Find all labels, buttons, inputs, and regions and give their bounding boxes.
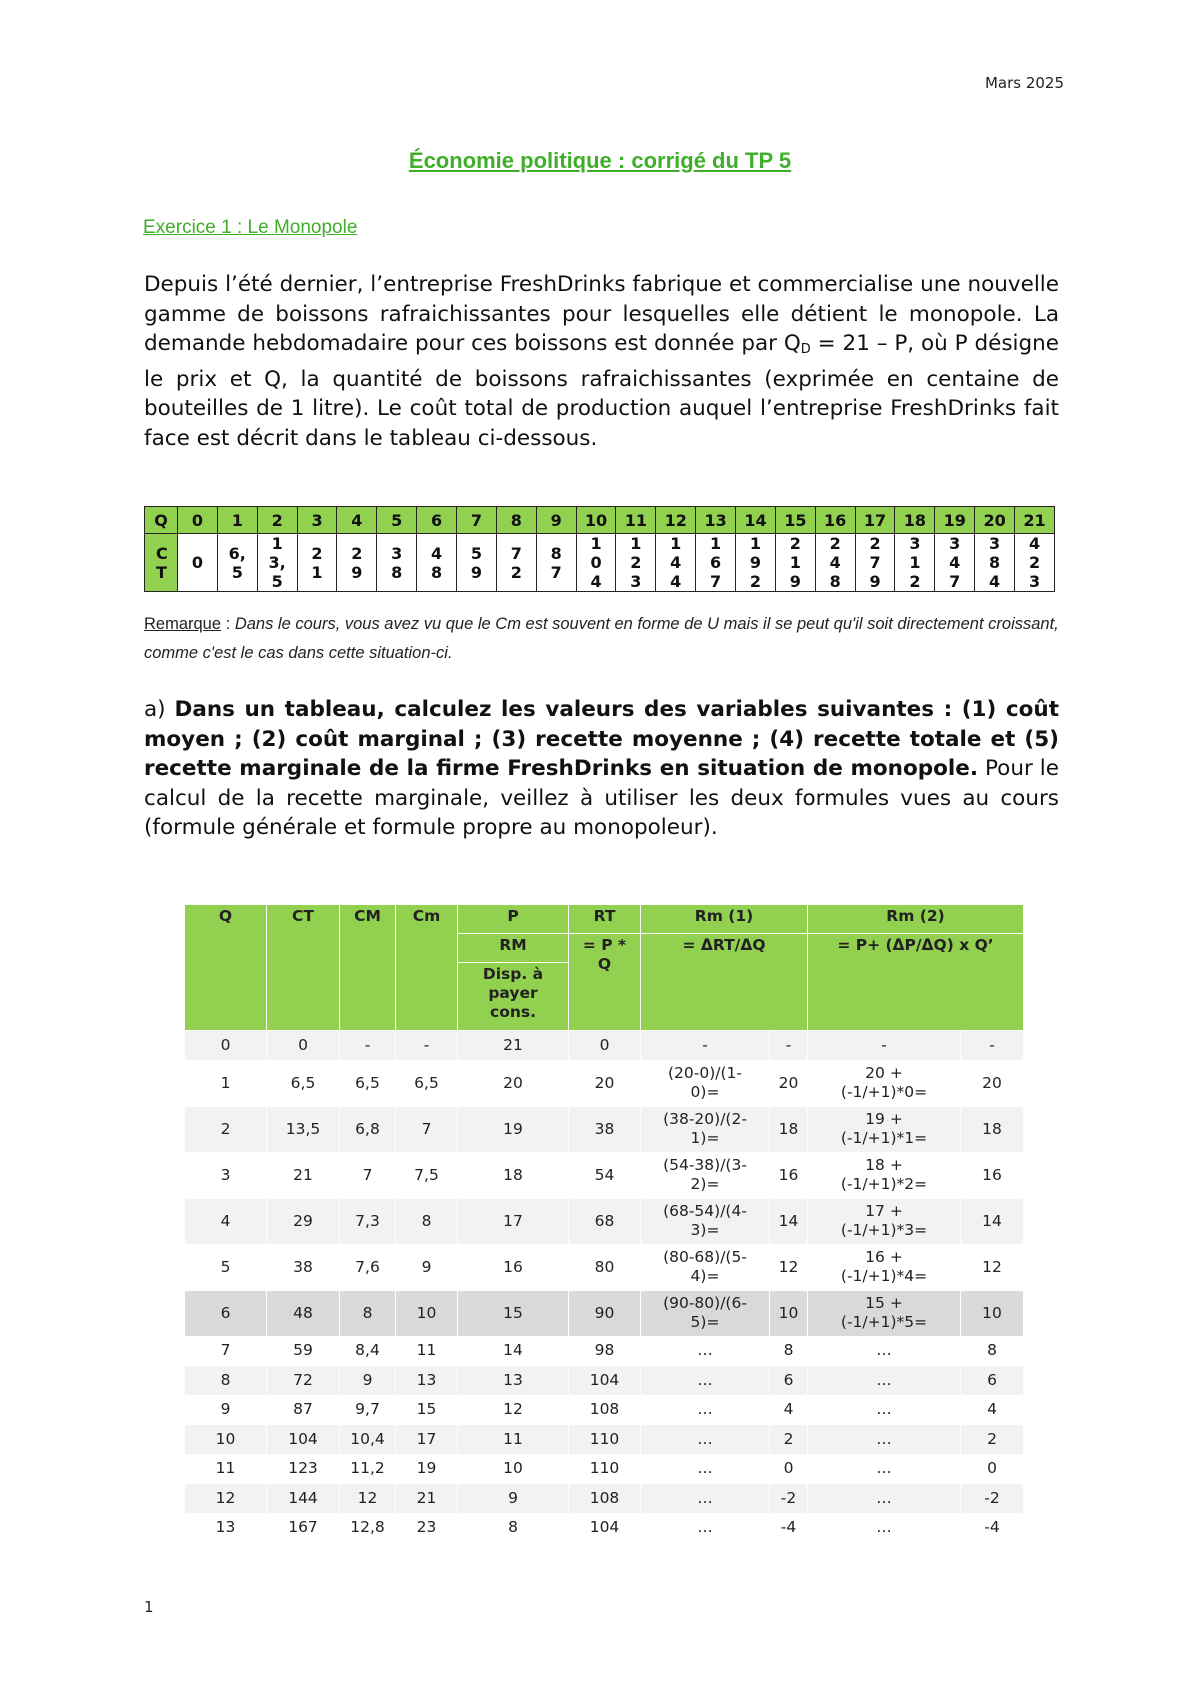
cell-rm1-calc: … [641, 1484, 770, 1514]
table-row [185, 1484, 1024, 1514]
cell-cm-average: 8 [340, 1290, 396, 1336]
cell-ct: 6,5 [267, 1060, 340, 1106]
cost-table-ct-cell: 248 [815, 534, 855, 592]
cost-table-q-cell: 20 [975, 507, 1015, 534]
cell-rm1-calc: … [641, 1425, 770, 1455]
table-row [185, 1366, 1024, 1396]
cell-ct: 144 [267, 1484, 340, 1514]
header-rm1-formula: = ΔRT/ΔQ [641, 934, 808, 1031]
cost-table-ct-cell: 29 [337, 534, 377, 592]
cell-p: 14 [458, 1336, 569, 1366]
cell-ct: 123 [267, 1454, 340, 1484]
cell-rm2: 0 [961, 1454, 1024, 1484]
cost-table-q-cell: 4 [337, 507, 377, 534]
cost-table-ct-cell: 144 [656, 534, 696, 592]
cell-ct: 167 [267, 1513, 340, 1543]
cell-rm1: -4 [770, 1513, 808, 1543]
cell-p: 15 [458, 1290, 569, 1336]
cell-rt: 90 [569, 1290, 641, 1336]
cell-q: 12 [185, 1484, 267, 1514]
cell-rm1: 6 [770, 1366, 808, 1396]
cell-cm-average: 7 [340, 1152, 396, 1198]
cell-rm1: 4 [770, 1395, 808, 1425]
cost-table-ct-row [145, 534, 1055, 592]
cell-rm2-calc: 16 + (-1/+1)*4= [808, 1244, 961, 1290]
cost-table-ct-cell: 87 [536, 534, 576, 592]
cell-rm1: 10 [770, 1290, 808, 1336]
cost-table-q-cell: 1 [217, 507, 257, 534]
cell-rm2: -2 [961, 1484, 1024, 1514]
cost-table-ct-cell: 38 [377, 534, 417, 592]
cell-p: 19 [458, 1106, 569, 1152]
cell-rm1-calc: … [641, 1513, 770, 1543]
cell-cm-marginal: 13 [396, 1366, 458, 1396]
cell-rt: 54 [569, 1152, 641, 1198]
cell-rm1: 16 [770, 1152, 808, 1198]
cell-cm-average: 10,4 [340, 1425, 396, 1455]
cell-p: 21 [458, 1031, 569, 1061]
table-row [185, 1395, 1024, 1425]
cost-table-ct-cell: 48 [417, 534, 457, 592]
cell-cm-marginal: 8 [396, 1198, 458, 1244]
cell-p: 18 [458, 1152, 569, 1198]
cost-table-q-row [145, 507, 1055, 534]
cell-ct: 29 [267, 1198, 340, 1244]
cost-table-ct-cell: 347 [935, 534, 975, 592]
cell-p: 17 [458, 1198, 569, 1244]
cost-table-q-cell: 6 [417, 507, 457, 534]
cell-rm2-calc: … [808, 1366, 961, 1396]
cell-q: 6 [185, 1290, 267, 1336]
cell-rm2: - [961, 1031, 1024, 1061]
cell-cm-marginal: 11 [396, 1336, 458, 1366]
cost-table-q-label: Q [145, 507, 178, 534]
cell-cm-average: 6,8 [340, 1106, 396, 1152]
cell-p: 12 [458, 1395, 569, 1425]
table-row [185, 1106, 1024, 1152]
cell-rt: 98 [569, 1336, 641, 1366]
cell-rm2-calc: - [808, 1031, 961, 1061]
cell-rt: 110 [569, 1454, 641, 1484]
cost-table-q-cell: 12 [656, 507, 696, 534]
cost-table-q-cell: 13 [696, 507, 736, 534]
header-ct: CT [267, 905, 340, 1031]
cell-p: 13 [458, 1366, 569, 1396]
cell-rm2: 8 [961, 1336, 1024, 1366]
cell-p: 16 [458, 1244, 569, 1290]
cell-rm1-calc: … [641, 1366, 770, 1396]
cell-rm2-calc: 19 + (-1/+1)*1= [808, 1106, 961, 1152]
cost-table-q-cell: 14 [736, 507, 776, 534]
cell-rt: 104 [569, 1366, 641, 1396]
cell-p: 11 [458, 1425, 569, 1455]
date-header: Mars 2025 [984, 74, 1064, 92]
cost-table-ct-cell: 104 [576, 534, 616, 592]
cell-rm1: 8 [770, 1336, 808, 1366]
cell-ct: 59 [267, 1336, 340, 1366]
cost-table-ct-label: CT [145, 534, 178, 592]
cell-rt: 80 [569, 1244, 641, 1290]
cost-table-ct-cell: 21 [297, 534, 337, 592]
cost-table-q-cell: 0 [178, 507, 218, 534]
cost-table-ct-cell: 192 [736, 534, 776, 592]
cost-table-ct-cell: 279 [855, 534, 895, 592]
cost-table-ct-cell: 219 [775, 534, 815, 592]
page-number: 1 [144, 1598, 154, 1616]
cell-ct: 72 [267, 1366, 340, 1396]
cell-rm2-calc: … [808, 1395, 961, 1425]
cell-rm2: 10 [961, 1290, 1024, 1336]
cell-rt: 108 [569, 1395, 641, 1425]
cost-table-q-cell: 15 [775, 507, 815, 534]
cell-cm-marginal: - [396, 1031, 458, 1061]
cell-ct: 104 [267, 1425, 340, 1455]
cell-rm1: -2 [770, 1484, 808, 1514]
cell-cm-average: - [340, 1031, 396, 1061]
cell-rm2: 20 [961, 1060, 1024, 1106]
header-rm2-formula: = P+ (ΔP/ΔQ) x Q’ [808, 934, 1024, 1031]
cost-table-ct-cell: 59 [457, 534, 497, 592]
cell-cm-average: 6,5 [340, 1060, 396, 1106]
cell-cm-marginal: 23 [396, 1513, 458, 1543]
cell-cm-marginal: 7 [396, 1106, 458, 1152]
cell-rm1: 20 [770, 1060, 808, 1106]
table-row [185, 1513, 1024, 1543]
cost-table-ct-cell: 13,5 [257, 534, 297, 592]
cell-ct: 13,5 [267, 1106, 340, 1152]
cost-table-q-cell: 19 [935, 507, 975, 534]
cost-table-ct-cell: 167 [696, 534, 736, 592]
cell-rm2: 12 [961, 1244, 1024, 1290]
cell-rt: 0 [569, 1031, 641, 1061]
cell-cm-average: 7,3 [340, 1198, 396, 1244]
cell-rm1-calc: (54-38)/(3-2)= [641, 1152, 770, 1198]
cell-cm-marginal: 10 [396, 1290, 458, 1336]
cell-rm2: 18 [961, 1106, 1024, 1152]
header-rt: RT [569, 905, 641, 934]
cell-cm-marginal: 19 [396, 1454, 458, 1484]
cell-p: 8 [458, 1513, 569, 1543]
cost-table-q-cell: 8 [496, 507, 536, 534]
cell-rm2-calc: … [808, 1336, 961, 1366]
cost-table-q-cell: 9 [536, 507, 576, 534]
cell-rm1-calc: … [641, 1336, 770, 1366]
cell-cm-average: 11,2 [340, 1454, 396, 1484]
cell-rm1-calc: (68-54)/(4-3)= [641, 1198, 770, 1244]
cell-cm-marginal: 15 [396, 1395, 458, 1425]
cost-table-q-cell: 17 [855, 507, 895, 534]
cell-p: 20 [458, 1060, 569, 1106]
cost-table-q-cell: 18 [895, 507, 935, 534]
table-row [185, 1425, 1024, 1455]
cell-rt: 108 [569, 1484, 641, 1514]
cost-table-q-cell: 5 [377, 507, 417, 534]
results-table [184, 904, 1024, 1543]
document-title: Économie politique : corrigé du TP 5 [408, 148, 792, 173]
cell-rm2: 14 [961, 1198, 1024, 1244]
header-p: P [458, 905, 569, 934]
cell-rm2-calc: … [808, 1484, 961, 1514]
table-row [185, 1060, 1024, 1106]
cell-cm-marginal: 6,5 [396, 1060, 458, 1106]
intro-paragraph: Depuis l’été dernier, l’entreprise FreshDrinks fabrique et commercialise une nouvelle gamme de boissons rafraichissantes pour lesquelles elle détient le monopole. La demande hebdomadaire pour ces boissons est donnée par $Q_D = 21 - P$, où P désigne le prix et Q, la quantité de boissons rafraichissantes (exprimée en centaine de bouteilles de 1 litre). Le coût total de production auquel l’entreprise FreshDrinks fait face est décrit dans le tableau ci-dessous. [144, 272, 1059, 451]
cell-cm-average: 9,7 [340, 1395, 396, 1425]
cell-q: 11 [185, 1454, 267, 1484]
table-row [185, 1336, 1024, 1366]
cell-ct: 87 [267, 1395, 340, 1425]
cell-q: 4 [185, 1198, 267, 1244]
cost-table-q-cell: 10 [576, 507, 616, 534]
header-rt-formula: = P * Q [569, 934, 641, 1031]
header-cm-average: CM [340, 905, 396, 1031]
cell-rm2: 2 [961, 1425, 1024, 1455]
cell-ct: 0 [267, 1031, 340, 1061]
cell-rm2-calc: … [808, 1513, 961, 1543]
exercise-heading: Exercice 1 : Le Monopole [143, 217, 358, 238]
cost-table-q-cell: 11 [616, 507, 656, 534]
header-cm-marginal: Cm [396, 905, 458, 1031]
cell-rm1: 12 [770, 1244, 808, 1290]
header-q: Q [185, 905, 267, 1031]
cell-rm1: 18 [770, 1106, 808, 1152]
cell-p: 10 [458, 1454, 569, 1484]
table-row [185, 1454, 1024, 1484]
cost-table-q-cell: 3 [297, 507, 337, 534]
table-row [185, 1198, 1024, 1244]
cell-rm2: -4 [961, 1513, 1024, 1543]
cell-rm1: 14 [770, 1198, 808, 1244]
cell-rm1-calc: (80-68)/(5-4)= [641, 1244, 770, 1290]
table-row [185, 1244, 1024, 1290]
cost-table-ct-cell: 72 [496, 534, 536, 592]
cell-rm2: 16 [961, 1152, 1024, 1198]
header-rm1: Rm (1) [641, 905, 808, 934]
table-row [185, 1152, 1024, 1198]
cost-table [144, 506, 1055, 592]
cell-rt: 68 [569, 1198, 641, 1244]
question-a: a) Dans un tableau, calculez les valeurs des variables suivantes : (1) coût moyen ; (2) coût marginal ; (3) recette moyenne ; (4) recette totale et (5) recette marginale de la firme FreshDrinks en situation de monopole. Pour le calcul de la recette marginale, veillez à utiliser les deux formules vues au cours (formule générale et formule propre au monopoleur). [144, 697, 1059, 840]
cost-table-q-cell: 7 [457, 507, 497, 534]
cell-q: 3 [185, 1152, 267, 1198]
cost-table-ct-cell: 6,5 [217, 534, 257, 592]
cost-table-ct-cell: 123 [616, 534, 656, 592]
cell-q: 10 [185, 1425, 267, 1455]
cell-rm1-calc: (90-80)/(6-5)= [641, 1290, 770, 1336]
cost-table-ct-cell: 312 [895, 534, 935, 592]
cell-ct: 21 [267, 1152, 340, 1198]
cell-rm1-calc: (20-0)/(1-0)= [641, 1060, 770, 1106]
cell-cm-average: 7,6 [340, 1244, 396, 1290]
cell-rm2-calc: … [808, 1454, 961, 1484]
cell-rm1: 0 [770, 1454, 808, 1484]
cell-q: 0 [185, 1031, 267, 1061]
cell-rm2-calc: 17 + (-1/+1)*3= [808, 1198, 961, 1244]
cell-rm2-calc: 15 + (-1/+1)*5= [808, 1290, 961, 1336]
cost-table-q-cell: 2 [257, 507, 297, 534]
cell-q: 7 [185, 1336, 267, 1366]
cell-rt: 38 [569, 1106, 641, 1152]
cell-cm-average: 12 [340, 1484, 396, 1514]
cell-rm1: - [770, 1031, 808, 1061]
cell-rm1-calc: … [641, 1395, 770, 1425]
cell-rm1-calc: … [641, 1454, 770, 1484]
cell-rm1: 2 [770, 1425, 808, 1455]
cost-table-q-cell: 21 [1015, 507, 1055, 534]
cost-table-q-cell: 16 [815, 507, 855, 534]
cell-p: 9 [458, 1484, 569, 1514]
cell-rm1-calc: - [641, 1031, 770, 1061]
cost-table-ct-cell: 423 [1015, 534, 1055, 592]
cell-q: 9 [185, 1395, 267, 1425]
header-rm2: Rm (2) [808, 905, 1024, 934]
cell-rm1-calc: (38-20)/(2-1)= [641, 1106, 770, 1152]
cell-rt: 20 [569, 1060, 641, 1106]
cell-ct: 48 [267, 1290, 340, 1336]
cell-q: 8 [185, 1366, 267, 1396]
cell-rm2: 6 [961, 1366, 1024, 1396]
cell-cm-marginal: 17 [396, 1425, 458, 1455]
cell-cm-average: 12,8 [340, 1513, 396, 1543]
cell-cm-average: 8,4 [340, 1336, 396, 1366]
cell-q: 1 [185, 1060, 267, 1106]
table-row [185, 1031, 1024, 1061]
cell-rm2-calc: 20 + (-1/+1)*0= [808, 1060, 961, 1106]
cell-rt: 110 [569, 1425, 641, 1455]
cell-rm2: 4 [961, 1395, 1024, 1425]
cost-table-ct-cell: 0 [178, 534, 218, 592]
header-rm-average: RM [458, 934, 569, 963]
cell-q: 2 [185, 1106, 267, 1152]
cell-cm-marginal: 7,5 [396, 1152, 458, 1198]
remark-paragraph: Remarque : Dans le cours, vous avez vu que le Cm est souvent en forme de U mais il se peut qu'il soit directement croissant, comme c'est le cas dans cette situation-ci. [144, 615, 1059, 662]
header-disp-payer: Disp. à payer cons. [458, 963, 569, 1031]
cell-cm-average: 9 [340, 1366, 396, 1396]
cell-cm-marginal: 9 [396, 1244, 458, 1290]
cell-q: 5 [185, 1244, 267, 1290]
table-row [185, 1290, 1024, 1336]
cell-cm-marginal: 21 [396, 1484, 458, 1514]
cell-rt: 104 [569, 1513, 641, 1543]
cell-rm2-calc: 18 + (-1/+1)*2= [808, 1152, 961, 1198]
cost-table-ct-cell: 384 [975, 534, 1015, 592]
cell-rm2-calc: … [808, 1425, 961, 1455]
cell-ct: 38 [267, 1244, 340, 1290]
cell-q: 13 [185, 1513, 267, 1543]
